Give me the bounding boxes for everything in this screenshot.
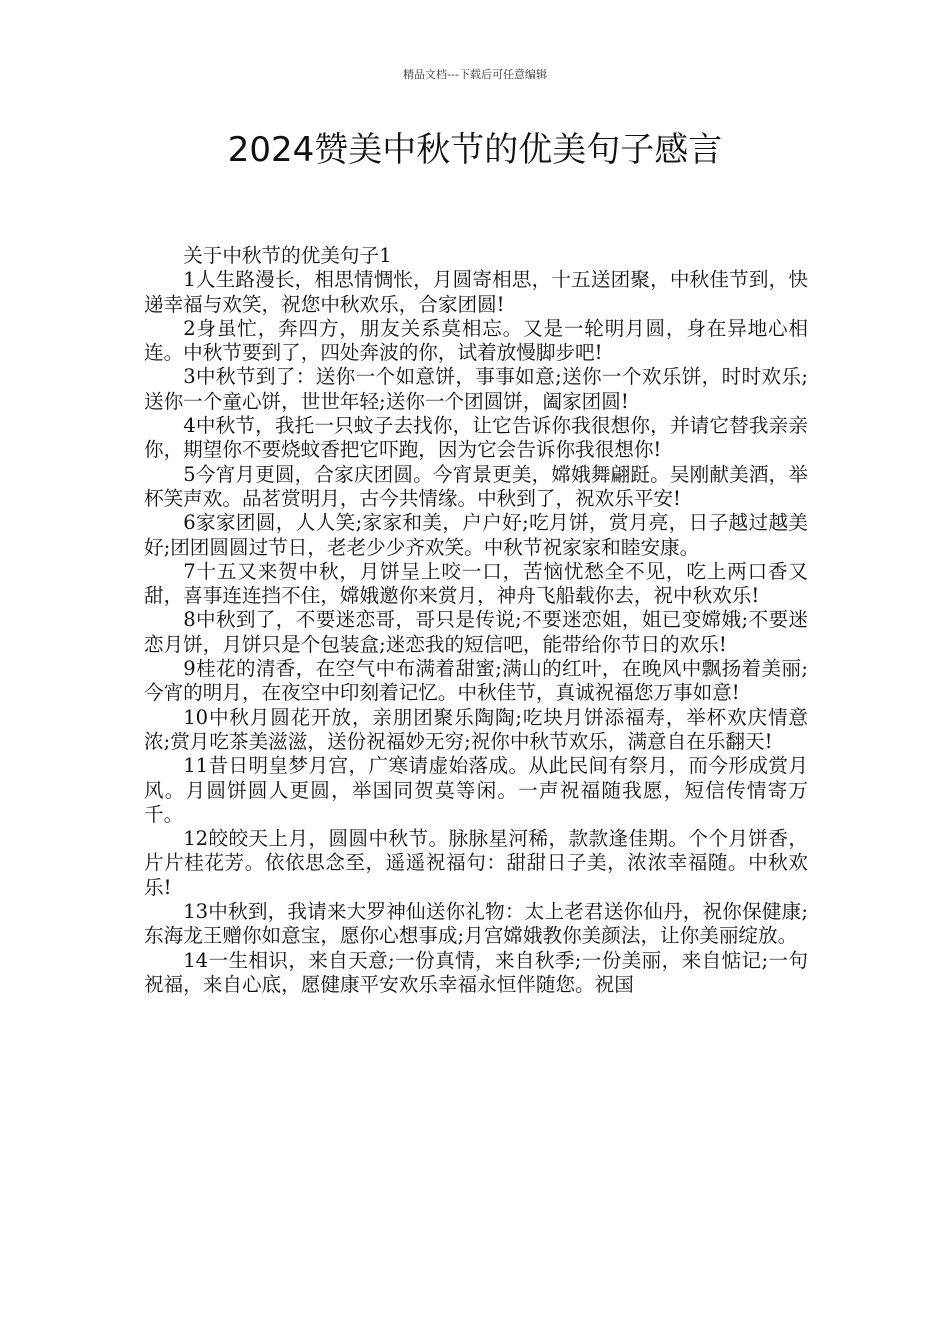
paragraph: 1人生路漫长，相思情惆怅，月圆寄相思，十五送团聚，中秋佳节到，快递幸福与欢笑，祝您中秋欢乐，合家团圆!: [144, 268, 808, 316]
section-heading: 关于中秋节的优美句子1: [183, 244, 392, 267]
header-note: 精品文档---下载后可任意编辑: [403, 68, 547, 81]
paragraph: 7十五又来贺中秋，月饼呈上咬一口，苦恼忧愁全不见，吃上两口香又甜，喜事连连挡不住，嫦娥邀你来赏月，神舟飞船载你去，祝中秋欢乐!: [144, 559, 808, 608]
paragraph: 14一生相识，来自天意;一份真情，来自秋季;一份美丽，来自惦记;一句祝福，来自心底，愿健康平安欢乐幸福永恒伴随您。祝国: [144, 948, 808, 996]
paragraph: 4中秋节，我托一只蚊子去找你，让它告诉你我很想你，并请它替我亲亲你，期望你不要烧蚊香把它吓跑，因为它会告诉你我很想你!: [144, 414, 808, 462]
document-title: 2024赞美中秋节的优美句子感言: [227, 130, 723, 170]
paragraph: 13中秋到，我请来大罗神仙送你礼物：太上老君送你仙丹，祝你保健康;东海龙王赠你如意宝，愿你心想事成;月宫嫦娥教你美颜法，让你美丽绽放。: [144, 900, 808, 948]
paragraph: 11昔日明皇梦月宫，广寒请虚始落成。从此民间有祭月，而今形成赏月风。月圆饼圆人更圆，举国同贺莫等闲。一声祝福随我愿，短信传情寄万千。: [144, 754, 808, 826]
paragraph: 10中秋月圆花开放，亲朋团聚乐陶陶;吃块月饼添福寿，举杯欢庆情意浓;赏月吃茶美滋滋，送份祝福妙无穷;祝你中秋节欢乐，满意自在乐翻天!: [144, 705, 808, 753]
paragraph: 3中秋节到了：送你一个如意饼，事事如意;送你一个欢乐饼，时时欢乐;送你一个童心饼，世世年轻;送你一个团圆饼，阖家团圆!: [144, 365, 808, 413]
paragraph: 9桂花的清香，在空气中布满着甜蜜;满山的红叶，在晚风中飘扬着美丽;今宵的明月，在夜空中印刻着记忆。中秋佳节，真诚祝福您万事如意!: [144, 657, 808, 705]
document-body: [144, 244, 808, 997]
paragraph: 2身虽忙，奔四方，朋友关系莫相忘。又是一轮明月圆，身在异地心相连。中秋节要到了，四处奔波的你，试着放慢脚步吧!: [144, 316, 808, 365]
paragraph: 6家家团圆，人人笑;家家和美，户户好;吃月饼，赏月亮，日子越过越美好;团团圆圆过节日，老老少少齐欢笑。中秋节祝家家和睦安康。: [144, 511, 808, 559]
paragraph: 5今宵月更圆，合家庆团圆。今宵景更美，嫦娥舞翩跹。吴刚献美酒，举杯笑声欢。品茗赏明月，古今共情缘。中秋到了，祝欢乐平安!: [144, 462, 808, 510]
paragraph: 8中秋到了，不要迷恋哥，哥只是传说;不要迷恋姐，姐已变嫦娥;不要迷恋月饼，月饼只是个包装盒;迷恋我的短信吧，能带给你节日的欢乐!: [144, 608, 808, 656]
paragraph: 12皎皎天上月，圆圆中秋节。脉脉星河稀，款款逢佳期。个个月饼香，片片桂花芳。依依思念至，遥遥祝福句：甜甜日子美，浓浓幸福随。中秋欢乐!: [144, 827, 808, 899]
